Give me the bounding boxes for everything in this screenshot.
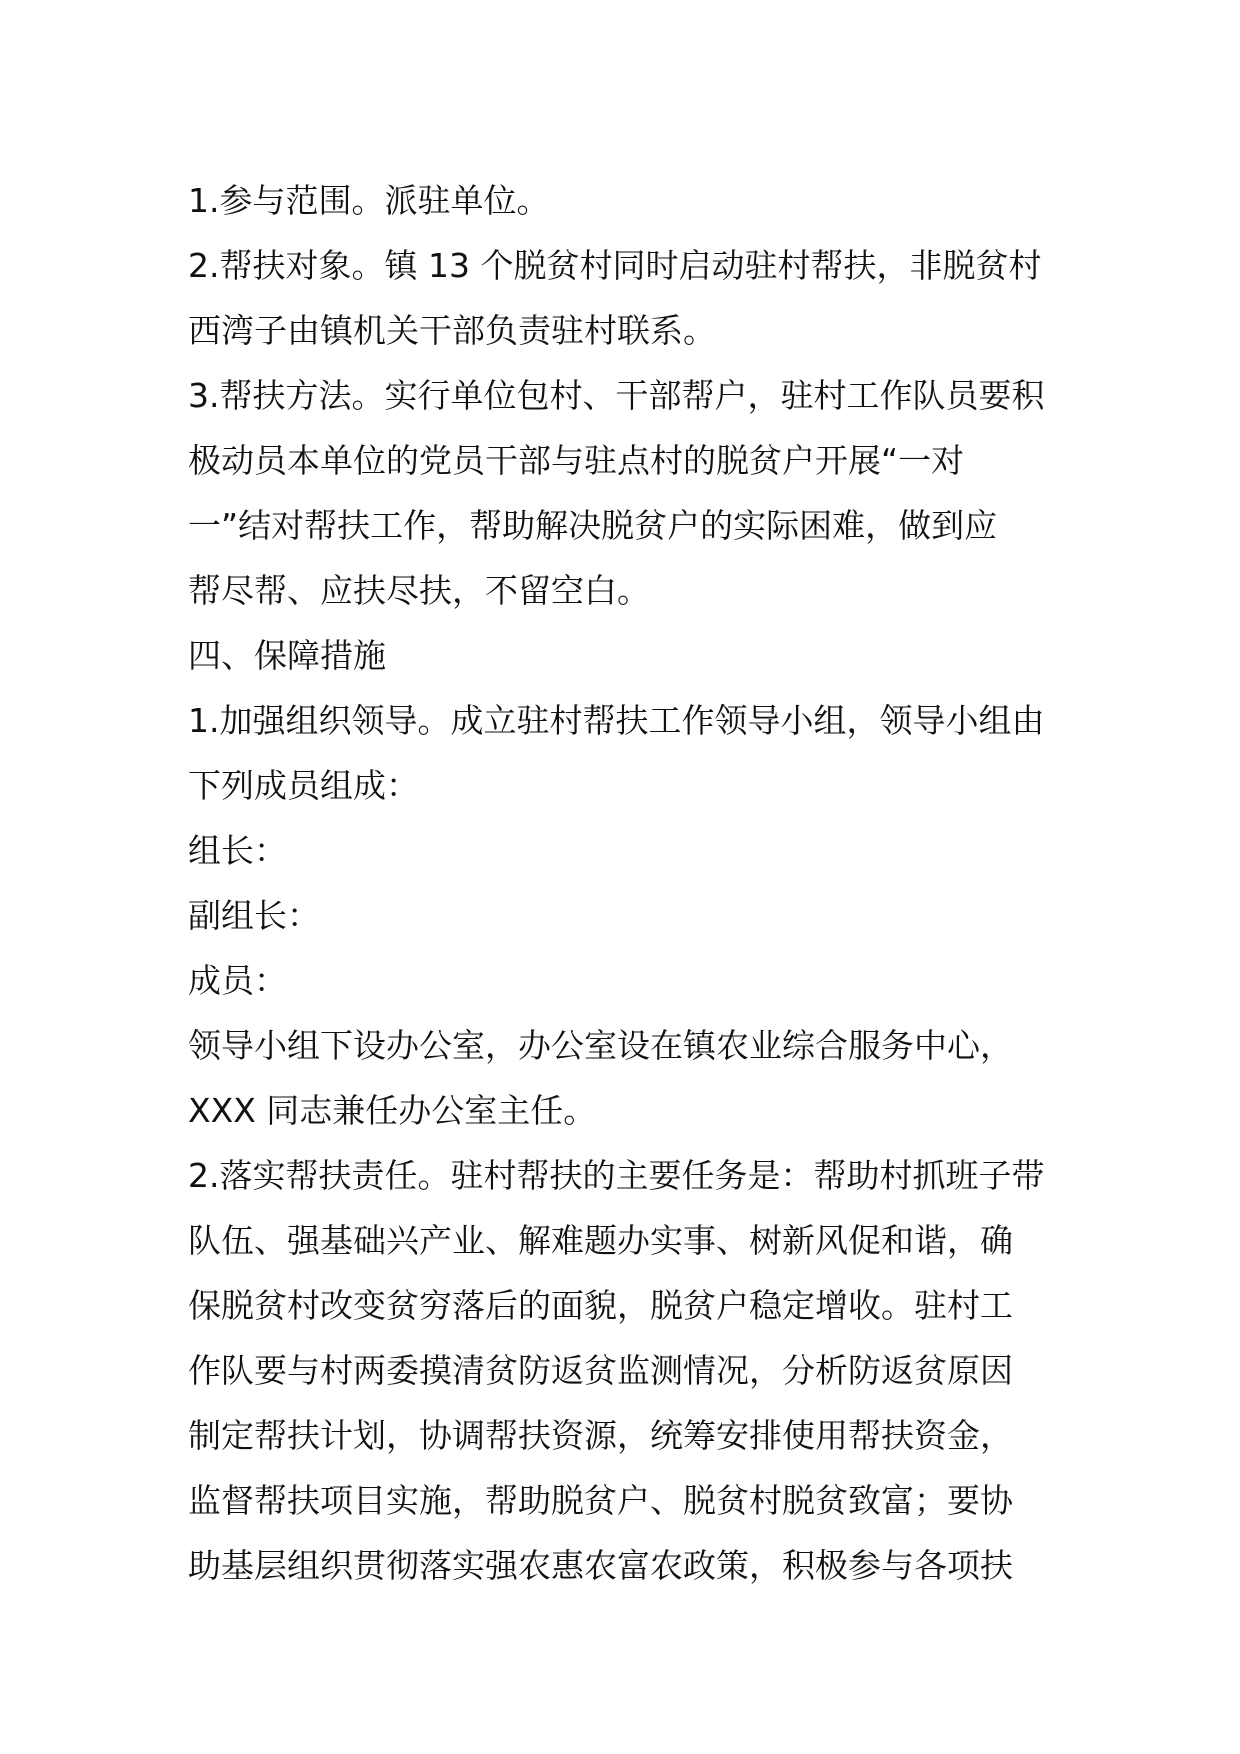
text-line-18: 保脱贫村改变贫穷落后的面貌，脱贫户稳定增收。驻村工 <box>188 1286 1013 1325</box>
text-line-5: 极动员本单位的党员干部与驻点村的脱贫户开展“一对 <box>188 441 965 480</box>
text-line-15: XXX 同志兼任办公室主任。 <box>188 1091 597 1130</box>
text-line-2: 2.帮扶对象。镇 13 个脱贫村同时启动驻村帮扶，非脱贫村 <box>188 246 1042 285</box>
document-body <box>188 168 1088 1598</box>
text-line-22: 助基层组织贯彻落实强农惠农富农政策，积极参与各项扶 <box>188 1546 1013 1585</box>
deputy-leader-label: 副组长： <box>188 896 320 935</box>
text-line-19: 作队要与村两委摸清贫防返贫监测情况，分析防返贫原因 <box>188 1351 1013 1390</box>
text-line-20: 制定帮扶计划，协调帮扶资源，统筹安排使用帮扶资金， <box>188 1416 1013 1455</box>
leader-label: 组长： <box>188 831 287 870</box>
text-line-3: 西湾子由镇机关干部负责驻村联系。 <box>188 311 716 350</box>
text-line-10: 下列成员组成： <box>188 766 419 805</box>
section-heading: 四、保障措施 <box>188 636 386 675</box>
text-line-6: 一”结对帮扶工作，帮助解决脱贫户的实际困难，做到应 <box>188 506 998 545</box>
text-line-21: 监督帮扶项目实施，帮助脱贫户、脱贫村脱贫致富；要协 <box>188 1481 1013 1520</box>
text-line-7: 帮尽帮、应扶尽扶，不留空白。 <box>188 571 650 610</box>
text-line-16: 2.落实帮扶责任。驻村帮扶的主要任务是：帮助村抓班子带 <box>188 1156 1045 1195</box>
text-line-4: 3.帮扶方法。实行单位包村、干部帮户，驻村工作队员要积 <box>188 376 1045 415</box>
text-line-1: 1.参与范围。派驻单位。 <box>188 181 550 220</box>
members-label: 成员： <box>188 961 287 1000</box>
text-line-9: 1.加强组织领导。成立驻村帮扶工作领导小组，领导小组由 <box>188 701 1045 740</box>
text-line-14: 领导小组下设办公室，办公室设在镇农业综合服务中心， <box>188 1026 1013 1065</box>
text-line-17: 队伍、强基础兴产业、解难题办实事、树新风促和谐，确 <box>188 1221 1013 1260</box>
